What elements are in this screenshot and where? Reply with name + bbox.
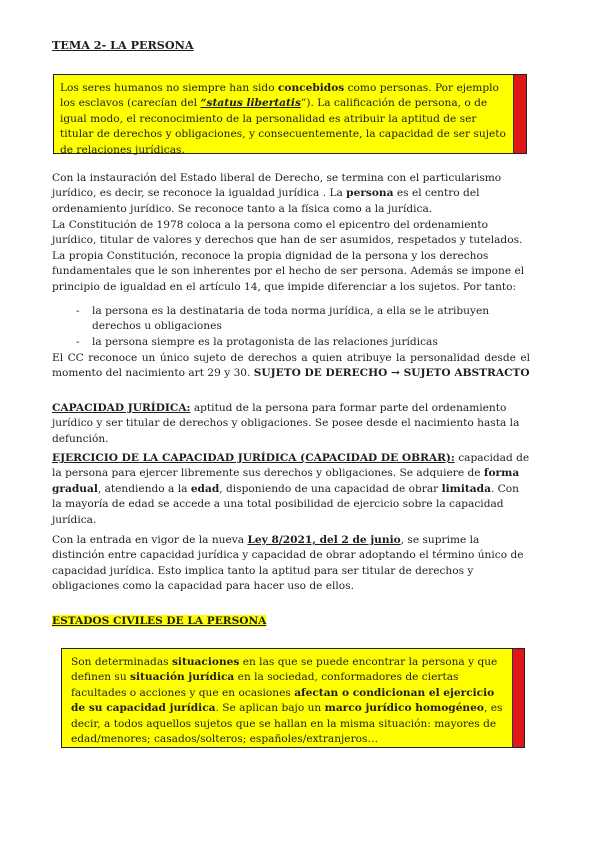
text-run: , se suprime la distinción entre capacidad jurídica y capacidad de obrar adoptando el término único de capacidad jurídica. Esto implica tanto la aptitud para ser titular de derechos y obligaciones como la capacidad para hacer uso de ellos.	[52, 534, 524, 593]
bold-run: situación jurídica	[130, 671, 235, 684]
intro-box	[53, 74, 527, 154]
paragraph-capacidad-juridica	[52, 401, 530, 447]
bold-underline-run: “status libertatis	[200, 97, 301, 110]
text-run: Los seres humanos no siempre han sido	[60, 82, 278, 94]
bullet-list	[52, 304, 530, 350]
text-run: El CC reconoce un único sujeto de derechos a quien atribuye la personalidad desde el momento del nacimiento art 29 y 30.	[52, 352, 530, 380]
paragraph-estado-liberal	[52, 171, 530, 217]
text-run: , disponiendo de una capacidad de obrar	[219, 482, 442, 495]
text-run: La Constitución de 1978 coloca a la persona como el epicentro del ordenamiento jurídico, titular de valores y derechos que han de ser asumidos, respetados y tutelados. La propia Constitución, reconoce la propia dignidad de la persona y los derechos fundamentales que le son inherentes por el hecho de ser persona. Además se impone el principio de igualdad en el artículo 14, que impide diferenciar a los sujetos. Por tanto:	[52, 219, 525, 293]
text-run: como personas. Por ejemplo los esclavos (carecían del	[60, 82, 499, 110]
section-title-text: ESTADOS CIVILES DE LA PERSONA	[52, 615, 267, 627]
text-run: es el centro del ordenamiento jurídico. Se reconoce tanto a la física como a la jurídica.	[52, 187, 480, 215]
list-item	[52, 304, 530, 335]
bold-run: forma gradual	[52, 467, 520, 495]
law-reference: Ley 8/2021, del 2 de junio	[247, 534, 401, 546]
text-run: capacidad de la persona para ejercer libremente sus derechos y obligaciones. Se adquiere de	[52, 452, 530, 480]
bold-run: marco jurídico homogéneo	[324, 702, 484, 715]
paragraph-constitucion	[52, 218, 530, 295]
text-run: Son determinadas	[71, 656, 172, 668]
paragraph-ley-8-2021	[52, 533, 530, 595]
bold-run: persona	[346, 187, 394, 200]
text-run: aptitud de la persona para formar parte del ordenamiento jurídico y ser titular de derechos y obligaciones. Se posee desde el nacimiento hasta la defunción.	[52, 402, 520, 445]
accent-bar	[513, 75, 526, 153]
accent-bar	[512, 649, 524, 747]
estados-civiles-box-text	[71, 655, 503, 747]
estados-civiles-box	[61, 648, 525, 748]
text-run: ”). La calificación de persona, o de igual modo, el reconocimiento de la personalidad es atribuir la aptitud de ser titular de derechos y obligaciones, y consecuentemente, la capacidad de ser sujeto de relaciones jurídicas.	[60, 97, 506, 156]
page-title: TEMA 2- LA PERSONA	[52, 38, 194, 52]
list-item-text: la persona siempre es la protagonista de las relaciones jurídicas	[92, 335, 438, 348]
text-run: Con la instauración del Estado liberal de Derecho, se termina con el particularismo jurídico, es decir, se reconoce la igualdad jurídica . La	[52, 172, 502, 200]
paragraph-capacidad-obrar	[52, 451, 530, 528]
text-run: . Con la mayoría de edad se accede a una total posibilidad de ejercicio sobre la capacidad jurídica.	[52, 482, 519, 526]
text-run: . Se aplican bajo un	[215, 702, 325, 715]
bold-run: limitada	[441, 482, 491, 495]
bold-run: situaciones	[171, 656, 240, 668]
list-item	[52, 335, 530, 350]
bold-run: edad	[190, 482, 220, 495]
list-item-text: la persona es la destinataria de toda norma jurídica, a ella se le atribuyen derechos u obligaciones	[92, 305, 490, 333]
bullet-dash: -	[76, 335, 80, 348]
bold-run: SUJETO DE DERECHO → SUJETO ABSTRACTO	[253, 367, 530, 380]
text-run: en las que se puede encontrar la persona y que definen su	[71, 656, 498, 684]
term-capacidad-juridica: CAPACIDAD JURÍDICA:	[52, 402, 191, 414]
term-capacidad-obrar: EJERCICIO DE LA CAPACIDAD JURÍDICA (CAPACIDAD DE OBRAR):	[52, 452, 455, 464]
bullet-dash: -	[76, 305, 80, 317]
intro-box-text	[60, 81, 508, 158]
bold-run: afectan o condicionan el ejercicio de su capacidad jurídica	[71, 686, 495, 715]
text-run: , es decir, a todos aquellos sujetos que se hallan en la misma situación: mayores de edad/menores; casados/solteros; españoles/extranjeros…	[71, 702, 503, 746]
section-title-estados-civiles	[52, 614, 266, 629]
text-run: , atendiendo a la	[97, 482, 191, 495]
text-run: Con la entrada en vigor de la nueva	[52, 534, 248, 546]
bold-run: concebidos	[277, 82, 345, 94]
text-run: en la sociedad, conformadores de ciertas facultades o acciones y que en ocasiones	[71, 671, 459, 699]
paragraph-cc	[52, 351, 530, 382]
